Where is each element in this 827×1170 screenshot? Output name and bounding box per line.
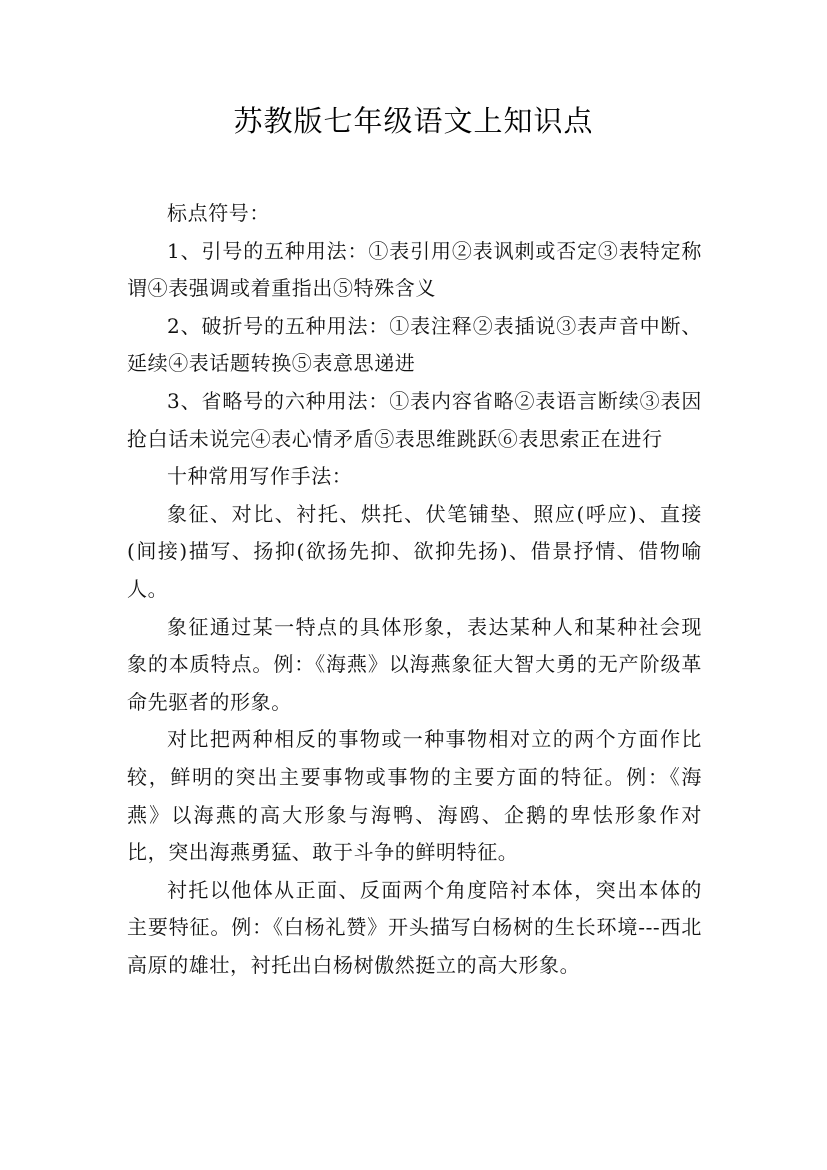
paragraph-foil: 衬托以他体从正面、反面两个角度陪衬本体，突出本体的主要特征。例：《白杨礼赞》开头描写白杨树的生长环境---西北高原的雄壮，衬托出白杨树傲然挺立的高大形象。 xyxy=(127,877,702,977)
paragraph-dash: 2、破折号的五种用法：①表注释②表插说③表声音中断、延续④表话题转换⑤表意思递进 xyxy=(127,313,702,376)
paragraph-writing-techniques-heading: 十种常用写作手法： xyxy=(167,464,353,489)
paragraph-contrast: 对比把两种相反的事物或一种事物相对立的两个方面作比较，鲜明的突出主要事物或事物的主要方面的特征。例：《海燕》以海燕的高大形象与海鸭、海鸥、企鹅的卑怯形象作对比，突出海燕勇猛、敢于斗争的鲜明特征。 xyxy=(127,727,702,865)
paragraph-punctuation-heading: 标点符号： xyxy=(167,201,270,225)
paragraph-quotation-marks: 1、引号的五种用法：①表引用②表讽刺或否定③表特定称谓④表强调或着重指出⑤特殊含义 xyxy=(127,238,702,301)
document-title: 苏教版七年级语文上知识点 xyxy=(233,104,594,138)
paragraph-ellipsis: 3、省略号的六种用法：①表内容省略②表语言断续③表因抢白话未说完④表心情矛盾⑤表思维跳跃⑥表思索正在进行 xyxy=(127,388,702,451)
paragraph-techniques-list: 象征、对比、衬托、烘托、伏笔铺垫、照应(呼应)、直接(间接)描写、扬抑(欲扬先抑、欲抑先扬)、借景抒情、借物喻人。 xyxy=(127,501,702,601)
document-body xyxy=(127,195,702,984)
paragraph-symbolism: 象征通过某一特点的具体形象，表达某种人和某种社会现象的本质特点。例：《海燕》以海燕象征大智大勇的无产阶级革命先驱者的形象。 xyxy=(127,614,702,714)
